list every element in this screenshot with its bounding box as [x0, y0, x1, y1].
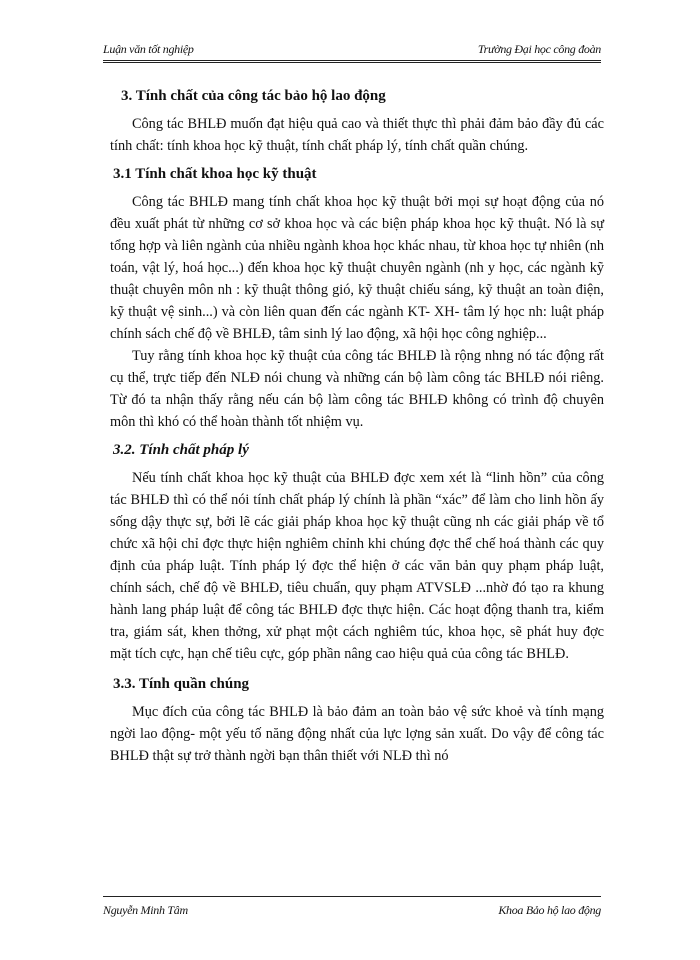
header-left-text: Luận văn tốt nghiệp [103, 42, 194, 56]
page-footer [103, 903, 601, 918]
footer-left-text: Nguyễn Minh Tâm [103, 903, 188, 917]
page-header [103, 42, 601, 57]
paragraph: Mục đích của công tác BHLĐ là bảo đảm an toàn bảo vệ sức khoẻ và tính mạng ngời lao động- một yếu tố năng động nhất của lực lợng sản xuất. Do vậy để công tác BHLĐ thật sự trở thành ngời bạn thân thiết với NLĐ thì nó [110, 704, 604, 764]
footer-right-text: Khoa Bảo hộ lao động [498, 903, 601, 917]
footer-rule [103, 896, 601, 897]
header-right-text: Trường Đại học công đoàn [477, 42, 601, 56]
section-heading-3: 3. Tính chất của công tác bảo hộ lao động [121, 88, 386, 104]
paragraph: Công tác BHLĐ muốn đạt hiệu quả cao và thiết thực thì phải đảm bảo đầy đủ các tính chất: tính khoa học kỹ thuật, tính chất pháp lý, tính chất quần chúng. [110, 116, 604, 154]
paragraph: Công tác BHLĐ mang tính chất khoa học kỹ thuật bởi mọi sự hoạt động của nó đều xuất phát từ những cơ sở khoa học và các biện pháp khoa học kỹ thuật. Nó là sự tổng hợp và liên ngành của nhiều ngành khoa học khác nhau, từ khoa học tự nhiên (nh toán, vật lý, hoá học...) đến khoa học kỹ thuật chuyên ngành (nh y học, các ngành kỹ thuật chuyên môn nh : kỹ thuật thông gió, kỹ thuật chiếu sáng, kỹ thuật an toàn điện, kỹ thuật vệ sinh...) và còn liên quan đến các ngành KT- XH- tâm lý học nh: luật pháp chính sách chế độ về BHLĐ, tâm sinh lý lao động, xã hội học công nghiệp... [110, 194, 604, 342]
paragraph: Nếu tính chất khoa học kỹ thuật của BHLĐ đợc xem xét là “linh hồn” của công tác BHLĐ thì có thể nói tính chất pháp lý chính là phần “xác” để làm cho linh hồn ấy sống dậy thực sự, bởi lẽ các giải pháp khoa học kỹ thuật cũng nh các giải pháp về tổ chức xã hội chỉ đợc thực hiện nghiêm chỉnh khi chúng đợc thể chế hoá thành các quy định của pháp luật. Tính pháp lý đợc thể hiện ở các văn bản quy phạm pháp luật, chính sách, chế độ về BHLĐ, tiêu chuẩn, quy phạm ATVSLĐ ...nhờ đó tạo ra khung hành lang pháp luật để công tác BHLĐ đợc thực hiện. Các hoạt động thanh tra, kiểm tra, giám sát, khen thởng, xử phạt một cách nghiêm túc, khoa học, sẽ phát huy đợc mặt tích cực, hạn chế tiêu cực, góp phần nâng cao hiệu quả của công tác BHLĐ. [110, 470, 604, 662]
document-body [110, 86, 604, 767]
header-rule [103, 60, 601, 63]
section-heading-3-2: 3.2. Tính chất pháp lý [113, 442, 249, 458]
section-heading-3-1: 3.1 Tính chất khoa học kỹ thuật [113, 166, 317, 182]
paragraph: Tuy rằng tính khoa học kỹ thuật của công tác BHLĐ là rộng nhng nó tác động rất cụ thể, trực tiếp đến NLĐ nói chung và những cán bộ làm công tác BHLĐ nói riêng. Từ đó ta nhận thấy rằng nếu cán bộ làm công tác BHLĐ không có trình độ chuyên môn thì khó có thể hoàn thành tốt nhiệm vụ. [110, 348, 604, 430]
section-heading-3-3: 3.3. Tính quần chúng [113, 676, 250, 692]
